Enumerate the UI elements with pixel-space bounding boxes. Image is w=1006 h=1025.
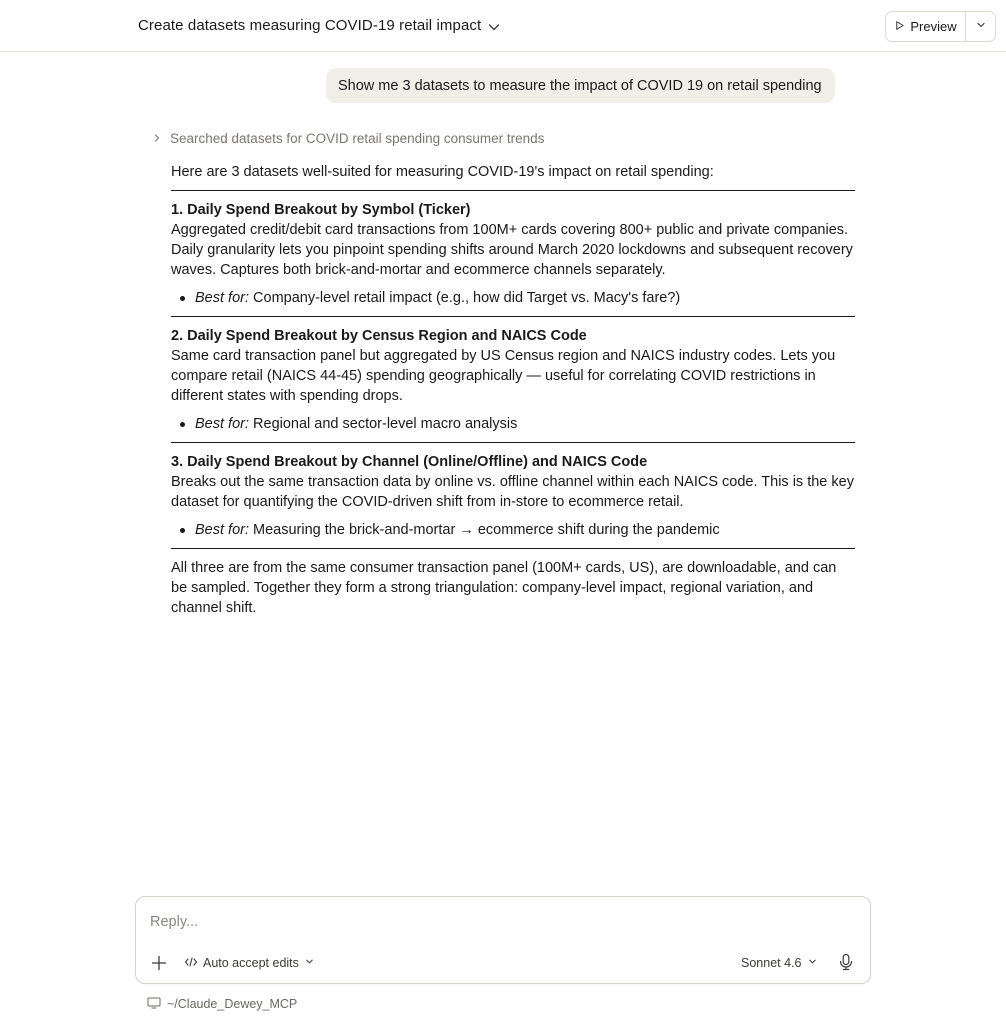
working-directory-label: ~/Claude_Dewey_MCP (167, 997, 298, 1011)
best-for-label: Best for: (195, 416, 249, 432)
preview-button[interactable] (886, 12, 966, 41)
chevron-down-icon (304, 956, 315, 970)
tool-call-toggle[interactable] (152, 129, 544, 147)
chevron-down-icon[interactable] (486, 19, 502, 35)
dataset-description: Aggregated credit/debit card transactions from 100M+ cards covering 800+ public and private companies. Daily granularity lets you pinpoint spending shifts around March 2020 lockdowns and subsequent recovery waves. Captures both brick-and-mortar and ecommerce channels separately. (171, 222, 853, 278)
plus-icon[interactable] (149, 953, 169, 973)
best-for-label: Best for: (195, 522, 249, 538)
response-outro: All three are from the same consumer transaction panel (100M+ cards, US), are downloadable, and can be sampled. Together they form a strong triangulation: company-level impact, regional variation, and channel shift. (171, 560, 837, 616)
best-for-text: Regional and sector-level macro analysis (249, 416, 518, 432)
response-intro: Here are 3 datasets well-suited for measuring COVID-19's impact on retail spending: (171, 164, 714, 180)
page-title[interactable]: Create datasets measuring COVID-19 retail impact (138, 17, 482, 34)
dataset-title: 1. Daily Spend Breakout by Symbol (Ticker) (171, 202, 471, 218)
monitor-icon (147, 997, 161, 1012)
preview-button-group (885, 11, 996, 42)
user-message-bubble (326, 68, 835, 103)
dataset-best-for (171, 520, 855, 540)
user-message-text: Show me 3 datasets to measure the impact of COVID 19 on retail spending (338, 77, 822, 94)
chevron-down-icon (975, 18, 987, 36)
dataset-best-for (171, 414, 855, 434)
chevron-down-icon (807, 956, 818, 970)
preview-dropdown-button[interactable] (966, 12, 995, 41)
composer (135, 896, 871, 984)
chevron-right-icon (152, 131, 162, 146)
best-for-text: Measuring the brick-and-mortar → ecommerce shift during the pandemic (249, 522, 720, 538)
microphone-icon[interactable] (836, 952, 856, 972)
dataset-description: Breaks out the same transaction data by online vs. offline channel within each NAICS code. This is the key dataset for quantifying the COVID-driven shift from in-store to ecommerce retail. (171, 474, 854, 510)
model-selector[interactable] (741, 953, 818, 973)
dataset-title: 3. Daily Spend Breakout by Channel (Online/Offline) and NAICS Code (171, 454, 648, 470)
tool-call-label: Searched datasets for COVID retail spending consumer trends (170, 130, 545, 146)
assistant-response (171, 162, 855, 618)
dataset-best-for (171, 288, 855, 308)
reply-input[interactable] (150, 912, 850, 932)
code-icon (184, 956, 198, 971)
auto-accept-label: Auto accept edits (203, 956, 299, 970)
best-for-text: Company-level retail impact (e.g., how did Target vs. Macy's fare?) (249, 290, 681, 306)
play-icon (894, 19, 905, 34)
dataset-item (171, 443, 855, 540)
dataset-item (171, 317, 855, 434)
model-label: Sonnet 4.6 (741, 956, 802, 970)
dataset-description: Same card transaction panel but aggregated by US Census region and NAICS industry codes. Lets you compare retail (NAICS 44-45) spending geographically — useful for correlating COVID restrictions in different states with spending drops. (171, 348, 836, 404)
best-for-label: Best for: (195, 290, 249, 306)
preview-label: Preview (910, 19, 957, 34)
dataset-title: 2. Daily Spend Breakout by Census Region and NAICS Code (171, 328, 587, 344)
top-bar (0, 0, 1006, 52)
working-directory[interactable] (147, 995, 297, 1013)
auto-accept-button[interactable] (184, 953, 315, 973)
dataset-item (171, 191, 855, 308)
